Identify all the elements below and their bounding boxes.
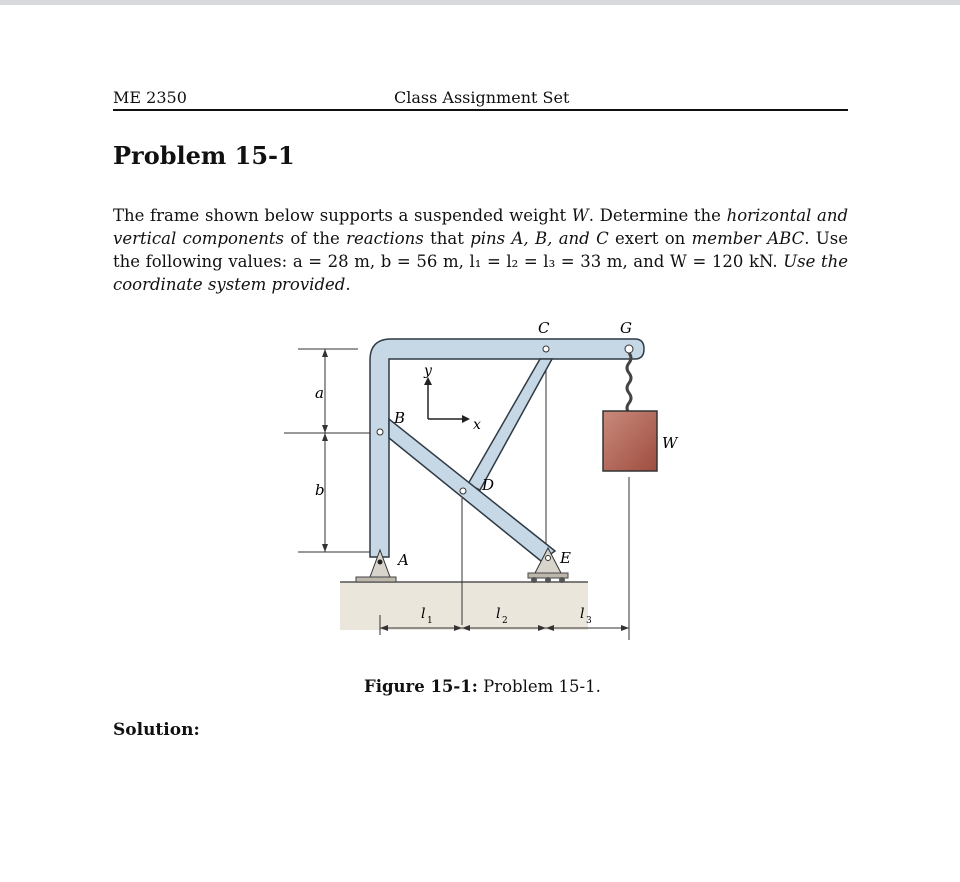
frame-diagram [270,315,690,645]
pin-E [546,556,551,561]
caption-label: Figure 15-1: [364,677,478,696]
ground [340,582,588,630]
label-W: W [662,434,678,452]
text-part: of the [284,229,347,248]
label-y: y [424,363,432,379]
assignment-title: Class Assignment Set [394,88,570,107]
problem-statement [113,204,848,296]
label-b: b [315,481,325,499]
text-emph: horizontal and vertical components [113,206,849,248]
text-emph: pins A, B, and C [470,229,609,248]
text-emph: reactions [346,229,424,248]
pin-A [378,560,383,565]
given-values: a = 28 m, b = 56 m, l₁ = l₂ = l₃ = 33 m, and W = 120 kN. [292,252,778,271]
base-plate-A [356,577,396,582]
label-l1-sub: 1 [427,616,433,626]
label-E: E [560,549,571,567]
pin-G [625,345,633,353]
label-x: x [473,417,481,433]
text-emph: Use the coordinate system provided. [113,252,849,294]
top-border [0,0,960,5]
course-code: ME 2350 [113,88,187,107]
pin-D [460,488,466,494]
label-A: A [398,551,409,569]
page-header [113,88,848,110]
caption-text: Problem 15-1. [477,677,601,696]
text-part: exert on [608,229,692,248]
problem-title: Problem 15-1 [113,141,295,170]
text-emph: member ABC [691,229,805,248]
pin-B [377,429,383,435]
text-part: The frame shown below supports a suspended weight [113,206,572,225]
text-part: . Determine the [588,206,727,225]
label-l3: l [580,606,585,622]
label-D: D [482,476,495,494]
roller [531,577,537,583]
label-B: B [394,409,406,427]
label-G: G [620,319,632,337]
text-part: that [423,229,471,248]
figure-caption [364,677,601,696]
frame-figure [270,315,690,649]
label-C: C [538,319,550,337]
header-rule [113,109,848,111]
pin-C [543,346,549,352]
label-l2-sub: 2 [502,616,508,626]
roller [545,577,551,583]
member-BE [389,419,555,561]
weight-block [603,411,657,471]
label-a: a [315,384,324,402]
solution-label: Solution: [113,720,200,740]
roller [559,577,565,583]
text-part: . Use the following values: [113,229,848,271]
label-l2: l [496,606,501,622]
label-l1: l [421,606,426,622]
label-l3-sub: 3 [586,616,592,626]
x-arrow [462,415,470,423]
text-part: W [571,206,589,225]
